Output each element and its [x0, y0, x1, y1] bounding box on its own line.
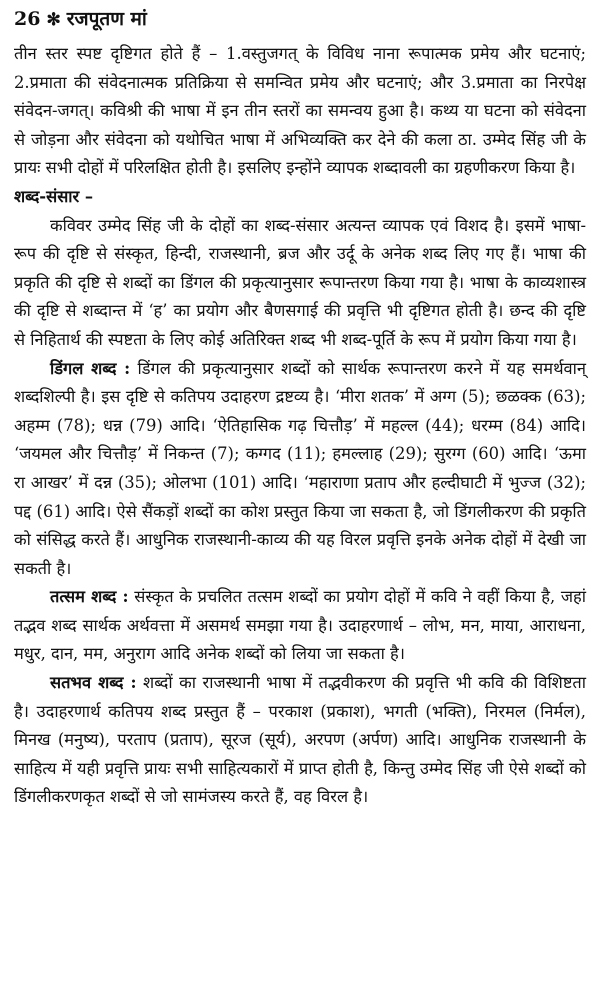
intro-paragraph: तीन स्तर स्पष्ट दृष्टिगत होते हैं – 1.वस्तुजगत् के विविध नाना रूपात्मक प्रमेय और घटनाएं; 2.प्रमाता की संवेदनात्मक प्रतिक्रिया से समन्वित प्रमेय और घटनाएं; और 3.प्रमाता का निरपेक्ष संवेदन-जगत्। कविश्री की भाषा में इन तीन स्तरों का समन्वय हुआ है। कथ्य या घटना को संवेदना से जोड़ना और संवेदना को यथोचित भाषा में अभिव्यक्ति कर देने की कला ठा. उम्मेद सिंह जी के प्रायः सभी दोहों में परिलक्षित होती है। इसलिए इन्होंने व्यापक शब्दावली का ग्रहणीकरण किया है। [14, 44, 586, 178]
section-heading: शब्द-संसार – [14, 186, 94, 206]
dingal-text: डिंगल की प्रकृत्यानुसार शब्दों को सार्थक रूपान्तरण करने में यह समर्थवान् शब्दशिल्पी है। इस दृष्टि से कतिपय उदाहरण द्रष्टव्य है। ‘मीरा शतक’ में अग्ग (5); छळक्क (63); अहम्म (78); धन्न (79) आदि। ‘ऐतिहासिक गढ़ चित्तौड़’ में महल्ल (44); धरम्म (84) आदि। ‘जयमल और चित्तौड़’ में निकन्त (7); कग्गद (11); हमल्लाह (29); सुरग्ग (60) आदि। ‘ऊमा रा आखर’ में दन्न (35); ओलभा (101) आदि। ‘महाराणा प्रताप और हल्दीघाटी में भुज्ज (32); पद्द (61) आदि। ऐसे सैंकड़ों शब्दों का कोश प्रस्तुत किया जा सकता है, जो डिंगलीकरण की प्रकृति को संसिद्ध करते हैं। आधुनिक राजस्थानी-काव्य की यह विरल प्रवृत्ति इनके अनेक दोहों में देखी जा सकती है। [14, 358, 586, 578]
section-paragraph: कविवर उम्मेद सिंह जी के दोहों का शब्द-संसार अत्यन्त व्यापक एवं विशद है। इसमें भाषा-रूप की दृष्टि से संस्कृत, हिन्दी, राजस्थानी, ब्रज और उर्दू के अनेक शब्द लिए गए हैं। भाषा की प्रकृति की दृष्टि से शब्दों का डिंगल की प्रकृत्यानुसार रूपान्तरण किया गया है। भाषा के काव्यशास्त्र की दृष्टि से शब्दान्त में ‘ह’ का प्रयोग और बैणसगाई की प्रवृत्ति भी दृष्टिगत होती है। छन्द की दृष्टि से निहितार्थ की स्पष्टता के लिए कोई अतिरिक्त शब्द भी शब्द-पूर्ति के रूप में प्रयोग किया गया है। [14, 215, 586, 349]
satbhav-paragraph [14, 669, 586, 812]
tatsam-paragraph [14, 583, 586, 669]
satbhav-text: शब्दों का राजस्थानी भाषा में तद्भवीकरण की प्रवृत्ति भी कवि की विशिष्टता है। उदाहरणार्थ कतिपय शब्द प्रस्तुत हैं – परकाश (प्रकाश), भगती (भक्ति), निरमल (निर्मल), मिनख (मनुष्य), परताप (प्रताप), सूरज (सूर्य), अरपण (अर्पण) आदि। आधुनिक राजस्थानी के साहित्य में यही प्रवृत्ति प्रायः सभी साहित्यकारों में प्राप्त होती है, किन्तु उम्मेद सिंह जी ऐसे शब्दों को डिंगलीकरणकृत शब्दों से जो सामंजस्य करते हैं, वह विरल है। [14, 673, 586, 807]
running-header [14, 4, 586, 40]
separator-asterisk-icon: ✻ [46, 10, 61, 30]
satbhav-term: सतभव शब्द : [50, 673, 137, 693]
running-title: रजपूतण मां [66, 8, 147, 30]
dingal-paragraph [14, 355, 586, 584]
tatsam-text: संस्कृत के प्रचलित तत्सम शब्दों का प्रयोग दोहों में कवि ने वहीं किया है, जहां तद्भव शब्द सार्थक अर्थवत्ता में असमर्थ समझा गया है। उदाहरणार्थ – लोभ, मन, माया, आराधना, मधुर, दान, मम, अनुराग आदि अनेक शब्दों को लिया जा सकता है। [14, 587, 586, 664]
page-number: 26 [14, 8, 41, 30]
dingal-term: डिंगल शब्द : [50, 358, 131, 378]
tatsam-term: तत्सम शब्द : [50, 587, 129, 607]
book-page [14, 4, 586, 812]
